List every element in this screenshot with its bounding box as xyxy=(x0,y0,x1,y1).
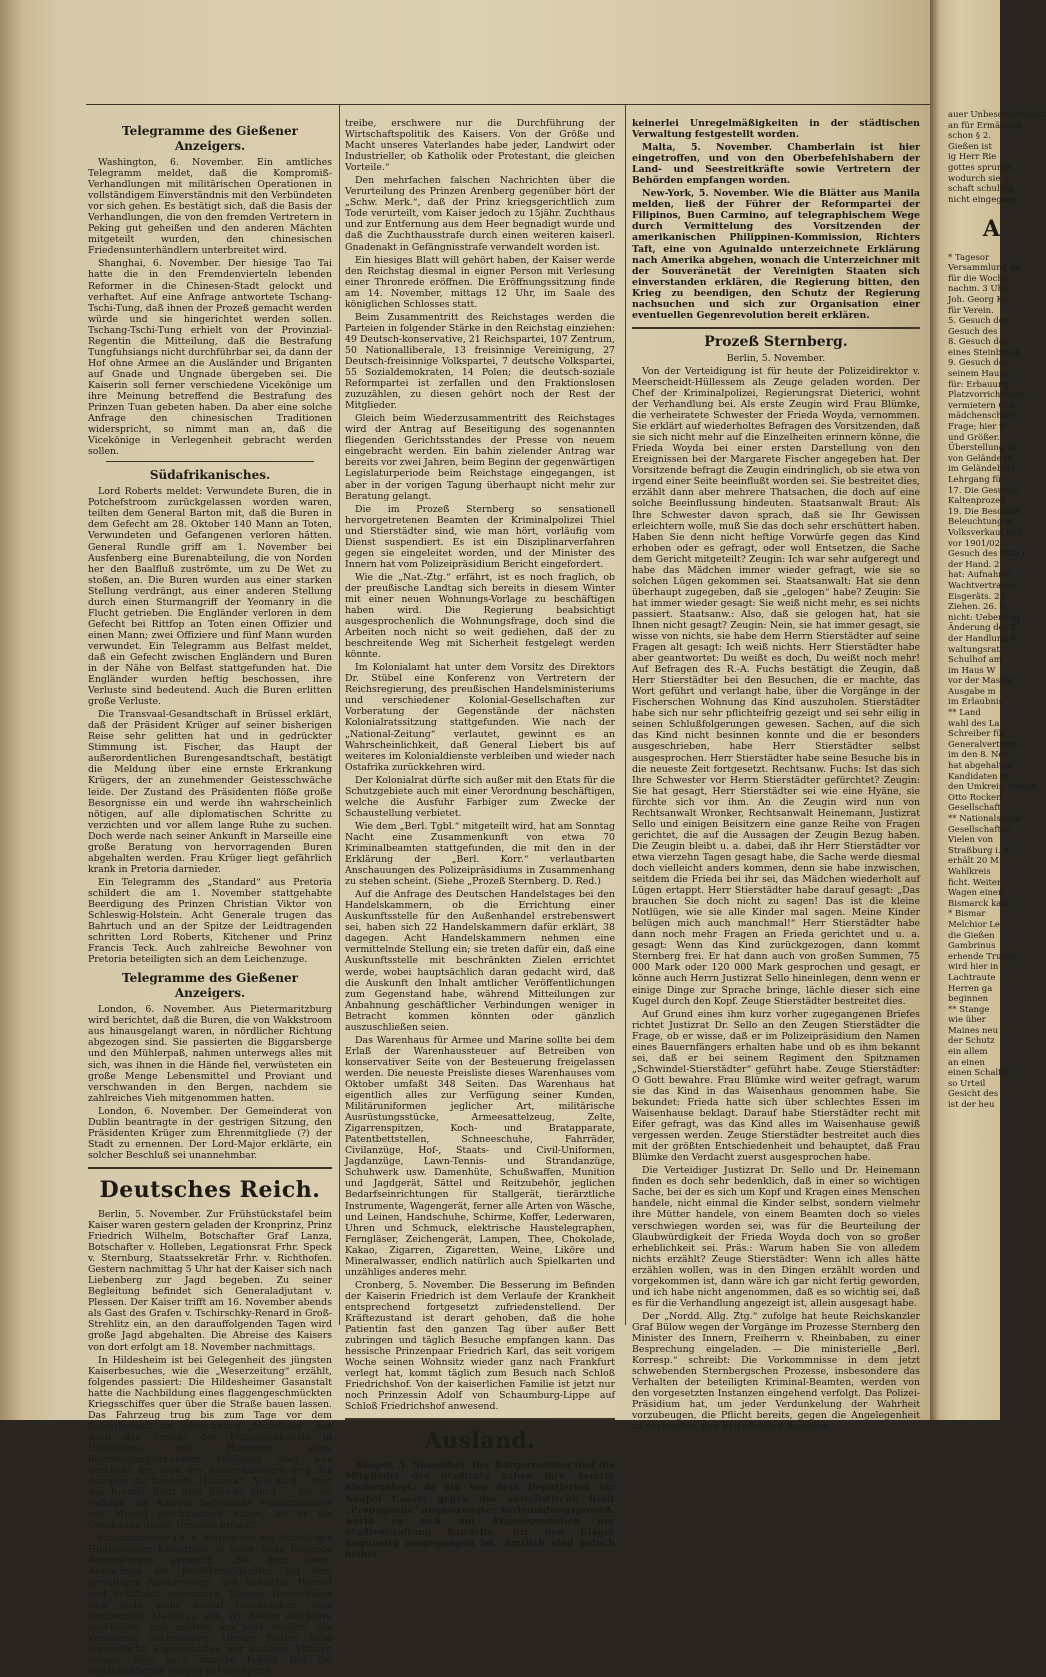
section-heading: Ausland. xyxy=(424,1428,536,1455)
article-paragraph: Finanzminister Dr. v. Miquel hat am Schluß der Hildesheimer Kaisertage in einer Rede folgende Bemerkungen gemacht: „Bei dem steten Anwachsen der Bevölkerungsziffer, bei dem gewaltigen Aufschwunge, den Industrie, Handel und Schiffahrt genommen, können Deutschland sich nicht mehr darauf beschränken, eine kontinentale Macht zu sein. Wir hätten 200 Jahre geschlafen, und müßten uns jetzt beeilen, das Versäumte nachzuholen. Unsere Nation habe vortreffliche Eigenschaften vor anderen Völkern voraus, aber auch manche Fehler. Der die wirtschaftlichen Fragen auf die Spitze xyxy=(88,1533,332,1677)
adjacent-page-line: auer Unbescholtenheit xyxy=(948,110,1046,120)
adjacent-page-line: für die Woche xyxy=(948,273,1008,284)
article-paragraph: London, 6. November. Der Gemeinderat von Dublin beantragte in der gestrigen Sitzung, den Präsidenten Krüger zum Ehrenmitgliede (?) der Stadt zu ernennen. Der Lord-Major erklärte, ein solcher Beschluß sei unannehmbar. xyxy=(88,1105,332,1161)
adjacent-page-line: Ausgabe m xyxy=(948,686,996,697)
adjacent-page-line: die Gießen xyxy=(948,930,995,941)
adjacent-page-line: A xyxy=(982,215,1000,242)
adjacent-page-line: im Geländebetr xyxy=(948,464,1015,475)
adjacent-page-line: Ziehen. 26. D xyxy=(948,602,1007,613)
article-paragraph: Den mehrfachen falschen Nachrichten über die Verurteilung des Prinzen Arenberg gegenüber hört der „Schw. Merk.“, daß der Prinz kriegsgerichtlich zum Tode verurteilt, vom Kaiser jedoch zu 15jähr. Zuchthaus und zur Entfernung aus dem Heer begnadigt wurde und daß die Zuchthausstrafe durch einen weiteren kaiserl. Gnadenakt in Gefängnisstrafe verwandelt worden ist. xyxy=(345,175,615,253)
adjacent-page-line: * Bismar xyxy=(948,909,986,920)
adjacent-page-line: der Hand. 2 xyxy=(948,559,1000,570)
adjacent-page-line: Wachtvertrages xyxy=(948,580,1016,591)
adjacent-page-line: 5. Gesuch des xyxy=(948,316,1009,327)
divider xyxy=(88,1167,332,1169)
column-rule xyxy=(625,105,626,1325)
adjacent-page-line: ig Herr Rie xyxy=(948,152,997,163)
adjacent-page-line: Beleuchtung in xyxy=(948,517,1014,528)
adjacent-page-line: wie über xyxy=(948,1015,986,1026)
article-paragraph: Die Verteidiger Justizrat Dr. Sello und Dr. Heinemann finden es doch sehr bedenklich, daß in einer so wichtigen Sache, bei der es sich um Kopf und Kragen eines Menschen handele, nicht einmal die Kinder selbst, sondern vielmehr ihre Mütter handele, von einem Beamten doch so vieles verschwiegen worden sei, was für die Beurteilung der Glaubwürdigkeit der Frieda Woyda doch von so großer erheblichkeit sei. Präs.: Warum haben Sie von alledem nichts erzählt? Zeuge Stierstädter: Wenn ich alles hätte erzählen wollen, was in den Dingen erzählt worden und vorgekommen ist, dann wäre ich gar nicht fertig geworden, und ich habe nicht angenommen, daß es so wichtig sei, daß es für die Verhandlung angezeigt ist, allein ausgesagt habe. xyxy=(632,1165,920,1309)
article-paragraph: New-York, 5. November. Wie die Blätter aus Manila melden, ließ der Führer der Reformpartei der Filipinos, Buen Carmino, auf telegraphischem Wege durch Vermittelung des Vorsitzenden der amerikanischen Philippinen-Kommission, Richters Taft, eine von Aguinaldo unterzeichnete Erklärung nach Amerika abgehen, wonach die Unterzeichner mit der Souveränetät der Vereinigten Staaten sich einverstanden erklären, die Regierung bitten, den Krieg zu beendigen, den Schutz der Regierung nachsuchen und sich zur Organisation einer eventuellen Gegenrevolution bereit erklären. xyxy=(632,188,920,321)
adjacent-page-line: hat abgehalten xyxy=(948,761,1013,772)
adjacent-page-line: an einen xyxy=(948,1057,985,1068)
adjacent-page-line: für Verein. xyxy=(948,305,994,316)
article-paragraph: Auf die Anfrage des Deutschen Handelstages bei den Handelskammern, ob die Errichtung einer Auskunftsstelle für den Außenhandel erstrebenswert sei, haben sich 22 Handelskammern dafür erklärt, 38 dagegen. Acht Handelskammern nehmen eine vermittelnde Stellung ein; sie treten dafür ein, daß eine Auskunftsstelle mit beschränkten Zielen errichtet werde, wobei hauptsächlich daran gedacht wird, daß die Auskunft den Inhalt amtlicher Veröffentlichungen zum Gegenstand habe, während Mitteilungen zur Anbahnung geschäftlicher Verbindungen weniger in Betracht kommen könnten oder gänzlich auszuschließen seien. xyxy=(345,889,615,1033)
adjacent-page-line: gottes sprungs xyxy=(948,162,1013,173)
article-paragraph: Shanghai, 6. November. Der hiesige Tao Tai hatte die in den Fremdenvierteln lebenden Reformer in die Chinesen-Stadt gelockt und verhaftet. Auf eine Anfrage antwortete Tschang-Tschi-Tung, daß ihnen der Prozeß gemacht werden würde und sie hingerichtet werden sollen. Tschang-Tschi-Tung erhielt von der Provinzial-Regentin die Mitteilung, daß die Bestrafung Tungfuhsiangs nicht durchführbar sei, da dann der Hof ohne Armee an die Ausländer und Briganten auf Gnade und Ungnade übergeben sei. Die Kaiserin soll ferner verschiedene Vicekönige um ihre Meinung betreffend die Bestrafung des Prinzen Tuan gebeten haben. Da aber eine solche Anfrage den chinesischen Traditionen widerspricht, so nimmt man an, daß die Vicekönige in Verlegenheit gebracht werden sollen. xyxy=(88,258,332,458)
article-paragraph: Ein hiesiges Blatt will gehört haben, der Kaiser werde den Reichstag diesmal in eigner Person mit Verlesung einer Thronrede eröffnen. Die Eröffnungssitzung finde am 14. November, mittags 12 Uhr, im Saale des königlichen Schlosses statt. xyxy=(345,254,615,310)
adjacent-page-line: im Erlaubnis xyxy=(948,697,1004,708)
adjacent-page-line: an für Ermächtig xyxy=(948,120,1022,131)
adjacent-page-line: mädchenschule xyxy=(948,411,1016,422)
adjacent-page-line: Schulhof am xyxy=(948,655,1002,666)
adjacent-page-line: Wagen einen xyxy=(948,888,1004,899)
adjacent-page-line: Bismarck kam xyxy=(948,898,1010,909)
adjacent-page-line: Otto Rocken xyxy=(948,792,1002,803)
adjacent-page-line: nicht eingegang xyxy=(948,194,1018,205)
adjacent-page-line: ** Land xyxy=(948,708,981,719)
divider xyxy=(345,1418,615,1420)
divider xyxy=(632,327,920,329)
adjacent-page-line: wodurch sie g xyxy=(948,173,1009,184)
adjacent-page-line: eines Steinbrech xyxy=(948,347,1021,358)
section-heading: Prozeß Sternberg. xyxy=(704,333,848,350)
section-heading: Deutsches Reich. xyxy=(99,1176,321,1203)
adjacent-page-line: Gesuch des Otto L xyxy=(948,549,1028,560)
article-paragraph: London, 6. November. Aus Pietermaritzburg wird berichtet, daß die Buren, die von Wakkstroom aus hinausgelangt waren, in nördlicher Richtung abgezogen sind. Sie passierten die Biggarsberge und den Mühlerpaß, nahmen unterwegs alles mit sich, was ihnen in die Hände fiel, verwüsteten ein große Menge Lebensmittel und Proviant und verschwanden in den Bergen, nachdem sie zahlreiches Vieh mitgenommen hatten. xyxy=(88,1004,332,1104)
adjacent-page-line: vor der Maschi xyxy=(948,676,1014,687)
column-1 xyxy=(88,118,332,1677)
adjacent-page-line: Platzvorrichtunge xyxy=(948,390,1026,401)
article-paragraph: Auf Grund eines ihm kurz vorher zugegangenen Briefes richtet Justizrat Dr. Sello an den Zeugen Stierstädter die Frage, ob er wisse, daß er im Polizeipräsidium den Namen eines Bauernfängers erhalten habe und ob es ihm bekannt sei, daß er bei seinem Regiment den Spitznamen „Schwindel-Stierstädter“ geführt habe. Zeuge Stierstädter: O Gott bewahre. Frau Blümke wird weiter gefragt, warum sie das Kind in das Waisenhaus genommen habe. Sie bekundet: Frieda hatte sich über schlechtes Essen im Waisenhause beklagt. Darauf habe Stierstädter recht mit Eifer gefragt, was das Kind alles im Waisenhause gewiß vergessen werden. Zeuge Stierstädter bestreitet auch dies mit der größten Entschiedenheit und behauptet, daß Frau Blümke den Verdacht zuerst ausgesprochen habe. xyxy=(632,1008,920,1164)
article-paragraph: Wie die „Nat.-Ztg.“ erfährt, ist es noch fraglich, ob der preußische Landtag sich bereits in diesem Winter mit einer neuen Wohnungs-Vorlage zu beschäftigen haben wird. Die Regierung beabsichtigt ausgesprochenlich die Wohnungsfrage, doch sind die Arbeiten noch nicht so weit gediehen, daß der zu beschreitende Weg mit Sicherheit festgelegt werden könnte. xyxy=(345,571,615,661)
adjacent-page-line: Volksverkauf und xyxy=(948,527,1023,538)
adjacent-page-line: 17. Die Gesuche xyxy=(948,485,1019,496)
adjacent-page-line: beginnen xyxy=(948,994,989,1005)
article-paragraph: Das Warenhaus für Armee und Marine sollte bei dem Erlaß der Warenhaussteuer auf Betreiben von konservativer Seite von der Besteuerung freigelassen werden. Die neueste Preisliste dieses Warenhauses vom Oktober umfaßt 348 Seiten. Das Warenhaus hat eigentlich alles zur Verfügung seiner Kunden, Militäruniformen jeglicher Art, militärische Ausrüstungsstücke, Armeesattelzeug, Zelte, Zigarrenspitzen, Koch- und Bratapparate, Patentbettstellen, Schneeschuhe, Fahrräder, Civilanzüge, Hof-, Staats- und Civil-Uniformen, Jagdanzüge, Lawn-Tennis- und Strandanzüge, Schuhwerk usw. Damenhüte, Schußwaffen, Munition und Jagdgerät, Sättel und Reitzubehör, jeglichen Bedarfseinrichtungen für Stallgerät, tierärztliche Instrumente, Wagengerät, ferner alle Arten von Wäsche, und Leinen, Handschuhe, Schirme, Koffer, Lederwaren, Uhren und Schmuck, elektrische Haustelegraphen, Ferngläser, Zeichengerät, Lampen, Thee, Chokolade, Kakao, Zigarren, Zigaretten, Weine, Liköre und Mineralwasser, endlich natürlich auch Spielkarten und unzähliges anderes mehr. xyxy=(345,1034,615,1278)
adjacent-page-line: für: Erbauung xyxy=(948,379,1009,390)
adjacent-page-line: ein allem xyxy=(948,1047,988,1058)
adjacent-page-line: Kaltenprozeß. xyxy=(948,496,1009,507)
article-paragraph: Neapel, 5. November. Der Bürgermeister und die Mitglieder des Stadtrats haben ihre Aemter niedergelegt, da ein von dem Deputierten für Neapel Casale gegen das sozialistische Blatt „Propaganda“ angestrengter Verleumdungsprozeß, worin es sich um Angelegenheiten der Stadtverwaltung handelte, für den Kläger ungünstig ausgegangen ist. Amtlich sind jedoch bisher xyxy=(345,1460,615,1560)
column-3 xyxy=(632,118,920,1433)
article-paragraph: Die Transvaal-Gesandtschaft in Brüssel erklärt, daß der Präsident Krüger auf seiner bisherigen Reise sehr gelitten hat und in gedrückter Stimmung ist. Fischer, das Haupt der außerordentlichen Burengesandtschaft, bestätigt die Meldung über eine ernste Erkrankung Krügers, der an zunehmender Geistesschwäche leide. Der Zustand des Präsidenten flöße große Besorgnisse ein und werde ihn wahrscheinlich nötigen, auf alle diplomatischen Schritte zu verzichten und vor allem lange Ruhe zu suchen. Doch werde nach seiner Ankunft in Marseille eine große Beratung von hervorragenden Buren abgehalten werden. Frau Krüger liegt gefährlich krank in Pretoria darnieder. xyxy=(88,709,332,875)
article-paragraph: keinerlei Unregelmäßigkeiten in der städtischen Verwaltung festgestellt worden. xyxy=(632,118,920,141)
adjacent-page-line: ** Stange xyxy=(948,1004,990,1015)
section-heading: Telegramme des Gießener Anzeigers. xyxy=(122,124,298,153)
adjacent-page-line: waltungsrat. xyxy=(948,644,1003,655)
adjacent-page-line: im den 8. Nov xyxy=(948,750,1009,761)
adjacent-page-line: im Haus W xyxy=(948,665,996,676)
article-paragraph: Ein Telegramm des „Standard“ aus Pretoria schildert die am 1. November stattgehabte Beerdigung des Prinzen Christian Viktor von Schleswig-Holstein. Acht Generale trugen das Bahrtuch und an der Spitze der Leidtragenden schritten Lord Roberts, Kitchener und Prinz Francis Teck. Auch zahlreiche Bewohner von Pretoria beteiligten sich an dem Leichenzuge. xyxy=(88,876,332,966)
adjacent-page-line: Eisgeräts. 24 xyxy=(948,591,1005,602)
adjacent-page-line: den Umkreis, Oekon xyxy=(948,782,1037,793)
article-paragraph: Der Kolonialrat dürfte sich außer mit den Etats für die Schutzgebiete auch mit einer Verordnung beschäftigen, welche die Ausfuhr Farbiger zum Zwecke der Schaustellung verbietet. xyxy=(345,774,615,819)
adjacent-page-line: Straßburg i. E. xyxy=(948,845,1013,856)
article-paragraph: Malta, 5. November. Chamberlain ist hier eingetroffen, und von den Oberbefehlshabern der Land- und Seestreitkräfte sowie Vertretern der Behörden empfangen worden. xyxy=(632,142,920,187)
adjacent-page-line: Lachtraute xyxy=(948,972,996,983)
adjacent-page-line: nicht: Uebertrag xyxy=(948,612,1021,623)
adjacent-page-line: Gambrinus xyxy=(948,941,996,952)
article-paragraph: Im Kolonialamt hat unter dem Vorsitz des Direktors Dr. Stübel eine Konferenz von Vertretern der Reichsregierung, des preußischen Handelsministeriums und verschiedener Kolonial-Gesellschaften zur Vorberatung der Gegenstände der nächsten Kolonialratssitzung stattgefunden. Wie nach der „National-Zeitung“ verlautet, gewinnt es an Wahrscheinlichkeit, daß General Liebert bis auf weiteres im Kolonialdienste verbleiben und wieder nach Ostafrika zurückkehren wird. xyxy=(345,662,615,773)
section-heading: Südafrikanisches. xyxy=(149,468,271,483)
adjacent-page-line: Frage; hier w xyxy=(948,422,1007,433)
adjacent-page-line: Lehrgang für xyxy=(948,475,1006,485)
adjacent-page-line: der Schutz xyxy=(948,1036,995,1047)
adjacent-page-line: wird hier in xyxy=(948,962,999,973)
adjacent-page-line: Joh. Georg Ko xyxy=(948,294,1008,305)
article-paragraph: Cronberg, 5. November. Die Besserung im Befinden der Kaiserin Friedrich ist dem Verlaufe der Krankheit entsprechend fortgesetzt zufriedenstellend. Der Kräftezustand ist derart gehoben, daß die hohe Patientin fast den ganzen Tag über außer Bett zubringen und täglich Besuche empfangen kann. Das hessische Prinzenpaar Friedrich Karl, das seit vorigem Woche seinen Wohnsitz wieder ganz nach Frankfurt verlegt hat, kommt täglich zum Besuch nach Schloß Friedrichshof. Von der kaiserlichen Familie ist jetzt nur noch Prinzessin Adolf von Schaumburg-Lippe auf Schloß Friedrichshof anwesend. xyxy=(345,1279,615,1413)
adjacent-page-line: Generalvertrams xyxy=(948,739,1022,750)
adjacent-page-line: nachm. 3 Uhr. xyxy=(948,284,1009,295)
column-rule xyxy=(339,105,340,1325)
header-rule xyxy=(86,104,930,105)
adjacent-page-line: vor 1901/02. xyxy=(948,538,1003,549)
adjacent-page-line: 19. Die Besoldun xyxy=(948,506,1022,517)
adjacent-page-line: von Gelände in xyxy=(948,453,1013,464)
article-paragraph: Beim Zusammentritt des Reichstages werden die Parteien in folgender Stärke in den Reichstag einziehen: 49 Deutsch-konservative, 21 Reichspartei, 107 Zentrum, 50 Nationalliberale, 13 freisinnige Vereinigung, 27 Deutsch-freisinnige Volkspartei, 7 deutsche Volkspartei, 55 Sozialdemokraten, 14 Polen; die deutsch-soziale Reformpartei ist zerfallen und den Fraktionslosen zuzuzählen, zu diesen gehört noch der Rest der Mitglieder. xyxy=(345,311,615,412)
article-paragraph: Gleich beim Wiederzusammentritt des Reichstages wird der Antrag auf Beseitigung des sogenannten fliegenden Gerichtsstandes der Presse von neuem eingebracht werden. Ein bahin zielender Antrag war bereits vor zwei Jahren, beim Beginn der gegenwärtigen Legislaturperiode beim Reichstage eingegangen, ist aber in der vorigen Tagung überhaupt nicht mehr zur Beratung gelangt. xyxy=(345,413,615,502)
adjacent-page-line: Gesellschaft xyxy=(948,803,1001,814)
adjacent-page-line: Kandidaten in xyxy=(948,771,1009,782)
adjacent-page-line: Herren ga xyxy=(948,983,993,994)
article-paragraph: Washington, 6. November. Ein amtliches Telegramm meldet, daß die Kompromiß-Verhandlungen mit militärischen Operationen in vollständigem Einverständnis mit den Verbündeten vor sich gehen. Es bestätigt sich, daß die Basis der Verhandlungen, die von den fremden Vertretern in Peking gut geheißen und den anderen Mächten mitgeteilt wurden, den chinesischen Friedensunterhändlern unterbreitet wird. xyxy=(88,157,332,257)
adjacent-page-line: * Tagesor xyxy=(948,252,990,263)
adjacent-page-line: so Urteil xyxy=(948,1078,986,1089)
adjacent-page-line: 8. Gesuch des xyxy=(948,337,1009,348)
adjacent-page-line: Änderung der T xyxy=(948,623,1017,634)
adjacent-page-line: wahl des La xyxy=(948,718,1000,729)
article-paragraph: Von der Verteidigung ist für heute der Polizeidirektor v. Meerscheidt-Hüllessem als Zeuge geladen worden. Der Chef der Kriminalpolizei, Regierungsrat Dieterici, wohnt der Verhandlung bei. Als erste Zeugin wird Frau Blümke, die verheiratete Schwester der Frieda Woyda, vernommen. Sie erklärt auf wiederholtes Befragen des Vorsitzenden, daß sie sich nicht mehr auf die Einzelheiten erinnern könne, die Frieda Woyda bei einer ersten Darstellung von den Ereignissen bei der Margarete Fischer angegeben hat. Der Vorsitzende befragt die Zeugin eindringlich, ob sie etwa von irgend einer Seite beeinflußt worden sei. Sie bestreitet dies, erzählt dann aber mehrere Thatsachen, die doch auf eine solche Beeinflussung hindeuten. Staatsanwalt Braut: Als Ihre Schwester davon sprach, daß sie Ihr Gewissen erleichtern wolle, muß Sie das doch sehr erschüttert haben. Haben Sie denn nicht heftige Vorwürfe gegen das Kind erhoben oder es gefragt, oder woll Entsetzen, die Sache dem Gericht mitgeteilt? Zeugin: Ich war sehr aufgeregt und habe das Mädchen immer wieder gefragt, wie sie so solchen Lügen gekommen sei. Staatsanwalt: Hat sie denn überhaupt zugegeben, daß sie „gelogen“ habe? Zeugin: Sie hat immer wieder gesagt: Sie weiß nicht mehr, es sei nichts passiert. Staatsanw.: Also, daß sie gelogen hat, hat sie Ihnen nicht gesagt? Zeugin: Nein, sie hat immer gesagt, sie wisse von nichts, sie habe dem Herrn Stierstädter auf seine Fragen alt gesagt: Ich weiß nichts. Herr Stierstädter habe aber geantwortet: Du weißt es doch, Du weißt noch mehr! Auf Befragen des R.-A. Fuchs bestätigt die Zeugin, daß Herr Stierstädter bei den Besuchen, die er machte, das Wort geführt und verlangt habe, über die Vorgänge in der Fischerschen Wohnung das Kind auszuholen. Stierstädter habe sich nur sehr pflichteifrig gezeigt und sei sehr eilig in seinen Schlußfolgerungen gewesen. Sachen, auf die sich das Kind nicht besinnen konnte und die er besonders ausgeschrieben, habe Herr Stierstädter selbst ausgesprochen. Herr Stierstädter habe seine Besuche bis in die neueste Zeit fortgesetzt. Rechtsanw. Fuchs: Ist das sich Ihre Schwester vor Herrn Stierstädter gefürchtet? Zeugin: Sie hat gesagt, Herr Stierstädter sei wie eine Hyäne, sie fürchte sich vor ihm. An die Zeugin wird nun von Rechtsanwalt Wronker, Rechtsanwalt Heinemann, Justizrat Sello und einigen Beisitzern eine ganze Reihe von Fragen gerichtet, die auf die Aussagen der Zeugin Bezug haben. Die Zeugin bleibt u. a. dabei, daß ihr Herr Stierstädter vor etwa vierzehn Tagen gesagt habe, die Sache werde diesmal doch vielleicht anders kommen, denn sie habe inzwischen, seitdem die Frieda bei ihr sei, das Mädchen wiederholt auf Lügen ertappt. Herr Stierstädter habe darauf gesagt: „Das brauchen Sie doch nicht zu sagen! Das ist die kleine Notlügen, wie sie alle Kinder mal sagen. Meine Kinder belügen mich auch manchmal!“ Herr Stierstädter habe dann noch mehr Fragen an Frieda gerichtet und u. a. gesagt: Wenn das Kind zurückgezogen, dann kommt Sternberg frei. Er hat dann auch von großen Summen, 75 000 Mark oder 120 000 Mark gesprochen und gesagt, er könne auch Herrn Justizrat Sello hineinlegen, denn wenn er einige Dinge zur Sprache bringe, lächle dieser sich eine Kugel durch den Kopf. Zeuge Stierstädter bestreitet dies. xyxy=(632,365,920,1007)
adjacent-page-line: Gießen ist xyxy=(948,141,992,152)
section-heading: Telegramme des Gießener Anzeigers. xyxy=(122,971,298,1001)
adjacent-page-line: der Handlung h xyxy=(948,633,1016,644)
adjacent-page-line: 9. Gesuch des xyxy=(948,358,1009,369)
article-paragraph: Der „Nordd. Allg. Ztg.“ zufolge hat heute Reichskanzler Graf Bülow wegen der Vorgänge im Prozesse Sternberg den Minister des Innern, Freiherrn v. Rheinbaben, zu einer Besprechung eingeladen. — Die ministerielle „Berl. Korresp.“ schreibt: Die Vorkommnisse in dem jetzt schwebenden Sternbergschen Prozesse, insbesondere das Verhalten der beteiligten Kriminal-Beamten, werden von den vorgesetzten Instanzen eingehend verfolgt. Das Polizei-Präsidium hat, um jeder Verdunkelung der Wahrheit vorzubeugen, die Pflicht bereits, gegen die Angelegenheit zu verbreiten, den betreffenden Beamten xyxy=(632,1310,920,1433)
article-paragraph: Lord Roberts meldet: Verwundete Buren, die in Potchefstroom zurückgelassen worden waren, teilten dem General Barton mit, daß die Buren in dem Gefecht am 28. Oktober 140 Mann an Toten, Verwundeten und Gefangenen verloren hätten. General Rundle griff am 1. November bei Ausfenberg eine Burenabteilung, die von Norden her den Baalfluß zuströmte, um zu De Wet zu stoßen, an. Die Buren wurden aus einer starken Stellung verdrängt, aus einer anderen Stellung durch einen Sturmangriff der Yeomanry in die Flucht getrieben. Die Engländer verloren in dem Gefecht bei Rittfop an Toten einen Offizier und einen Mann; zwei Offiziere und fünf Mann wurden verwundet. Ein Telegramm aus Belfast meldet, daß ein Gefecht zwischen Engländern und Buren in der Nähe von Belfast stattgefunden hat. Die Engländer wurden heftig beschossen, ihre Verluste sind bedeutend. Auch die Buren erlitten große Verluste. xyxy=(88,486,332,708)
adjacent-page-line: schaft schuldig xyxy=(948,184,1014,195)
adjacent-page-line: Schreiber für xyxy=(948,729,1006,740)
adjacent-page-line: hat: Aufnahme xyxy=(948,570,1012,581)
adjacent-page-line: Versammlung de xyxy=(948,263,1021,274)
adjacent-page-line: Vielen von xyxy=(948,835,994,846)
adjacent-page-line: Gesicht des xyxy=(948,1089,999,1100)
adjacent-page-line: Überstellung im xyxy=(948,443,1018,454)
article-paragraph: In Hildesheim ist bei Gelegenheit des jüngsten Kaiserbesuches, wie die „Weserzeitung“ erzählt, folgendes passiert: Die Hildesheimer Gasanstalt hatte die Nachbildung eines flaggengeschmückten Kriegsschiffes quer über die Straße bauen lassen. Das Fahrzeug trug bis zum Tage vor dem Kaiserbesuch die Bezeichnung „Mittelland“, hat doch das Projekt des Mittellandkanals in Hildesheim und Hannover seine überzeugungstreuesten Anhänger. Aber was geschah? Am Tage des Kaiser-Einzuges trug der Dampfer die Inschrift „Hildesia“. „Wie wird — fügt das Bremer Blatt dem Bericht hinzu — der im Gefolge des Kaisers befindliche Finanzminister von Miquel geschmunzelt haben, als er die Geschichte dieser Umtaufe erfuhr?“ xyxy=(88,1354,332,1532)
dateline: Berlin, 5. November. xyxy=(726,352,826,364)
adjacent-page-line: Wahlkreis xyxy=(948,866,991,877)
adjacent-page-line: ficht. Weiter xyxy=(948,877,1002,888)
adjacent-page-line: schon § 2. xyxy=(948,131,991,142)
adjacent-page-line: Melchior Le xyxy=(948,919,1000,930)
adjacent-page-line xyxy=(948,205,1000,216)
adjacent-page-line: einen Schalfal xyxy=(948,1068,1010,1079)
article-paragraph: Berlin, 5. November. Zur Frühstückstafel beim Kaiser waren gestern geladen der Kronprinz, Prinz Friedrich Wilhelm, Botschafter Graf Lanza, Botschafter v. Holleben, Legationsrat Frhr. Speck v. Sternburg, Staatssekretär Frhr. v. Richthofen. Gestern nachmittag 5 Uhr hat der Kaiser sich nach Liebenberg zur Jagd begeben. Zu seiner Begleitung befindet sich Generaladjutant v. Plessen. Der Kaiser trifft am 16. November abends als Gast des Grafen v. Tschirschky-Renard in Groß-Strehlitz ein, an den darauffolgenden Tagen wird große Jagd abgehalten. Die Abreise des Kaisers von dort erfolgt am 18. November nachmittags. xyxy=(88,1208,332,1353)
column-2 xyxy=(345,118,615,1560)
adjacent-page-line xyxy=(948,242,1000,253)
adjacent-page-text xyxy=(948,110,1046,1111)
adjacent-page-line: vermietern Gre xyxy=(948,400,1015,411)
adjacent-page-line: ** Nationalsozial xyxy=(948,814,1021,824)
adjacent-page-line: erhält 20 M. xyxy=(948,856,1002,867)
adjacent-page-line: Maines neu xyxy=(948,1025,999,1036)
divider xyxy=(106,461,314,462)
adjacent-page-line: und Größer. xyxy=(948,432,1000,443)
article-paragraph: treibe, erschwere nur die Durchführung der Wirtschaftspolitik des Kaisers. Von der Größe und Macht unseres Vaterlandes habe jeder, Landwirt oder Industrieller, ob Katholik oder Protestant, die gleichen Vorteile.“ xyxy=(345,118,615,174)
adjacent-page-line: erhende Truppe xyxy=(948,951,1018,962)
article-paragraph: Wie dem „Berl. Tgbl.“ mitgeteilt wird, hat am Sonntag Nacht eine Zusammenkunft von etwa 70 Kriminalbeamten stattgefunden, die mit den in der Erklärung der „Berl. Korr.“ verlautbarten Anschauungen des Polizeipräsidiums in Zusammenhang zu stehen scheint. (Siehe „Prozeß Sternberg. D. Red.) xyxy=(345,820,615,888)
adjacent-page-edge xyxy=(930,0,1046,1420)
adjacent-page-line: Gesellschaften xyxy=(948,824,1012,835)
adjacent-page-line: Gesuch des xyxy=(948,326,998,337)
adjacent-page-line: seinem Hause xyxy=(948,369,1009,380)
adjacent-page-line: ist der heu xyxy=(948,1100,995,1111)
article-paragraph: Die im Prozeß Sternberg so sensationell hervorgetretenen Beamten der Kriminalpolizei Thiel und Stierstädter sind, wie man hört, vorläufig vom Dienst suspendiert. Es ist ein Disziplinarverfahren gegen sie eingeleitet worden, und der Minister des Innern hat vom Polizeipräsidium Bericht eingefordert. xyxy=(345,503,615,570)
